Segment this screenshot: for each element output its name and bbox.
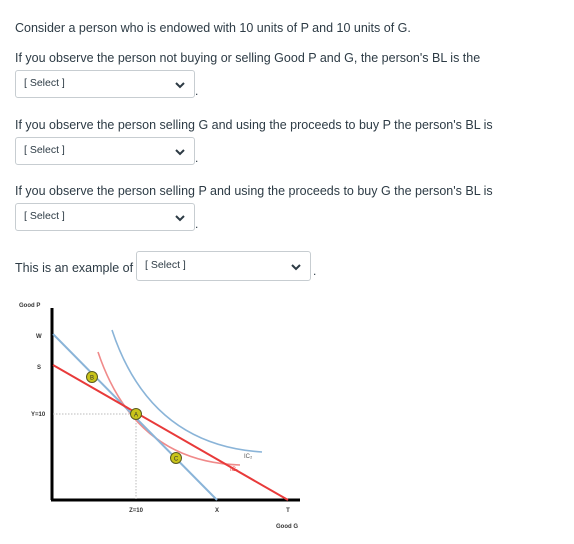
ic2-label: IC₂ <box>244 454 253 460</box>
dropdown-3-value: [ Select ] <box>24 210 65 222</box>
question-2-text: If you observe the person selling G and using the proceeds to buy P the person's BL is <box>15 118 493 132</box>
point-a-label: A <box>133 412 139 419</box>
period: . <box>195 84 199 98</box>
budget-line-red <box>53 365 288 500</box>
period: . <box>195 217 199 231</box>
period: . <box>313 264 317 278</box>
x-tick-z10: Z=10 <box>129 508 143 514</box>
indifference-curve-ic1 <box>98 352 240 465</box>
point-b-label: B <box>89 375 95 382</box>
question-3-text: If you observe the person selling P and using the proceeds to buy G the person's BL is <box>15 184 493 198</box>
dropdown-2-value: [ Select ] <box>24 144 65 156</box>
dropdown-1-value: [ Select ] <box>24 77 65 89</box>
period: . <box>195 151 199 165</box>
y-axis-label: Good P <box>19 303 41 309</box>
x-tick-x: X <box>214 508 220 514</box>
x-axis-label: Good G <box>276 524 298 530</box>
question-4-text: This is an example of <box>15 261 134 275</box>
intro-text: Consider a person who is endowed with 10 units of P and 10 units of G. <box>15 21 411 35</box>
ic1-label: IC₁ <box>230 467 239 473</box>
y-tick-y10: Y=10 <box>31 412 46 418</box>
x-tick-t: T <box>286 508 290 514</box>
point-c-label: C <box>173 456 179 463</box>
y-tick-s: S <box>37 365 42 371</box>
dropdown-4-value: [ Select ] <box>145 259 186 271</box>
indifference-curve-ic2 <box>112 330 262 452</box>
y-tick-w: W <box>36 334 42 340</box>
question-1-text: If you observe the person not buying or selling Good P and G, the person's BL is the <box>15 51 481 65</box>
